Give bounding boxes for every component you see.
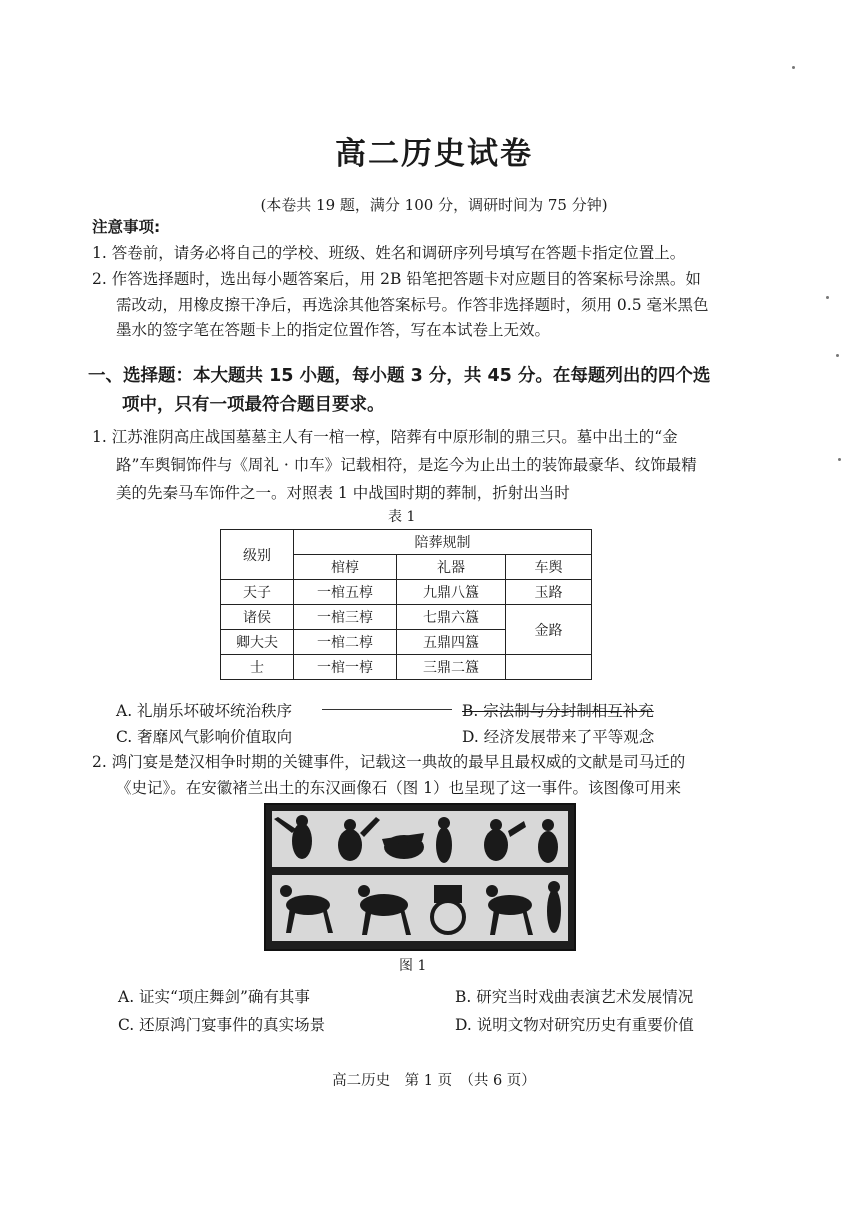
q2-option-b: B. 研究当时戏曲表演艺术发展情况 bbox=[455, 988, 694, 1006]
section-1-heading-line-1: 一、选择题：本大题共 15 小题，每小题 3 分，共 45 分。在每题列出的四个选 bbox=[88, 366, 711, 386]
relief-upper-panel bbox=[272, 811, 568, 867]
q2-stem-line-2: 《史记》。在安徽褚兰出土的东汉画像石（图 1）也呈现了这一事件。该图像可用来 bbox=[116, 779, 682, 797]
header-level: 级别 bbox=[221, 530, 294, 580]
cell-ritual: 五鼎四簋 bbox=[397, 630, 506, 655]
q1-option-c: C. 奢靡风气影响价值取向 bbox=[116, 728, 293, 746]
table-row bbox=[221, 605, 592, 630]
burial-rules-table bbox=[220, 529, 592, 680]
header-carriage: 车舆 bbox=[506, 555, 592, 580]
exam-title: 高二历史试卷 bbox=[335, 136, 533, 172]
relief-lower-panel bbox=[272, 875, 568, 941]
notice-heading: 注意事项: bbox=[92, 218, 161, 236]
cell-coffin: 一棺五椁 bbox=[294, 580, 397, 605]
table-1-caption: 表 1 bbox=[388, 509, 416, 525]
q1-stem-line-2: 路”车舆铜饰件与《周礼 · 巾车》记载相符，是迄今为止出土的装饰最豪华、纹饰最精 bbox=[116, 456, 697, 474]
q1-option-a: A. 礼崩乐坏破坏统治秩序 bbox=[116, 702, 293, 720]
header-burial-rules: 陪葬规制 bbox=[294, 530, 592, 555]
cell-ritual: 七鼎六簋 bbox=[397, 605, 506, 630]
section-1-heading-line-2: 项中，只有一项最符合题目要求。 bbox=[122, 395, 385, 415]
cell-coffin: 一棺三椁 bbox=[294, 605, 397, 630]
q2-stem-line-1: 2. 鸿门宴是楚汉相争时期的关键事件，记载这一典故的最早且最权威的文献是司马迁的 bbox=[92, 753, 686, 771]
header-ritual-vessels: 礼器 bbox=[397, 555, 506, 580]
q1-option-b: B. 宗法制与分封制相互补充 bbox=[462, 702, 654, 720]
cell-level: 士 bbox=[221, 655, 294, 680]
scan-speck bbox=[792, 66, 795, 69]
scan-speck bbox=[826, 296, 829, 299]
relief-lower-scene bbox=[272, 875, 568, 941]
figure-1-caption: 图 1 bbox=[399, 958, 427, 974]
cell-coffin: 一棺一椁 bbox=[294, 655, 397, 680]
notice-item-1: 1. 答卷前，请务必将自己的学校、班级、姓名和调研序列号填写在答题卡指定位置上。 bbox=[92, 244, 686, 262]
cell-level: 诸侯 bbox=[221, 605, 294, 630]
q1-stem-line-3: 美的先秦马车饰件之一。对照表 1 中战国时期的葬制，折射出当时 bbox=[116, 484, 570, 502]
cell-ritual: 九鼎八簋 bbox=[397, 580, 506, 605]
q2-option-c: C. 还原鸿门宴事件的真实场景 bbox=[118, 1016, 326, 1034]
table-row bbox=[221, 655, 592, 680]
q1-stem-line-1: 1. 江苏淮阴高庄战国墓墓主人有一棺一椁，陪葬有中原形制的鼎三只。墓中出土的“金 bbox=[92, 428, 678, 446]
notice-item-2-line-2: 需改动，用橡皮擦干净后，再选涂其他答案标号。作答非选择题时，须用 0.5 毫米黑色 bbox=[116, 296, 709, 314]
q2-option-d: D. 说明文物对研究历史有重要价值 bbox=[455, 1016, 694, 1034]
relief-upper-scene bbox=[272, 811, 568, 867]
cell-carriage: 金路 bbox=[506, 605, 592, 655]
scan-mark-line bbox=[322, 709, 452, 710]
stone-relief-figure bbox=[264, 803, 576, 951]
cell-level: 天子 bbox=[221, 580, 294, 605]
scan-speck bbox=[836, 354, 839, 357]
cell-level: 卿大夫 bbox=[221, 630, 294, 655]
table-row bbox=[221, 580, 592, 605]
q2-option-a: A. 证实“项庄舞剑”确有其事 bbox=[118, 988, 310, 1006]
q1-option-d: D. 经济发展带来了平等观念 bbox=[462, 728, 655, 746]
exam-subtitle: (本卷共 19 题，满分 100 分，调研时间为 75 分钟) bbox=[260, 196, 608, 214]
cell-carriage: 玉路 bbox=[506, 580, 592, 605]
cell-coffin: 一棺二椁 bbox=[294, 630, 397, 655]
cell-ritual: 三鼎二簋 bbox=[397, 655, 506, 680]
notice-item-2-line-3: 墨水的签字笔在答题卡上的指定位置作答，写在本试卷上无效。 bbox=[116, 321, 551, 339]
cell-carriage bbox=[506, 655, 592, 680]
notice-item-2-line-1: 2. 作答选择题时，选出每小题答案后，用 2B 铅笔把答题卡对应题目的答案标号涂黑。如 bbox=[92, 270, 701, 288]
scan-speck bbox=[838, 458, 841, 461]
header-coffin: 棺椁 bbox=[294, 555, 397, 580]
page-footer: 高二历史 第 1 页 （共 6 页） bbox=[332, 1073, 536, 1089]
